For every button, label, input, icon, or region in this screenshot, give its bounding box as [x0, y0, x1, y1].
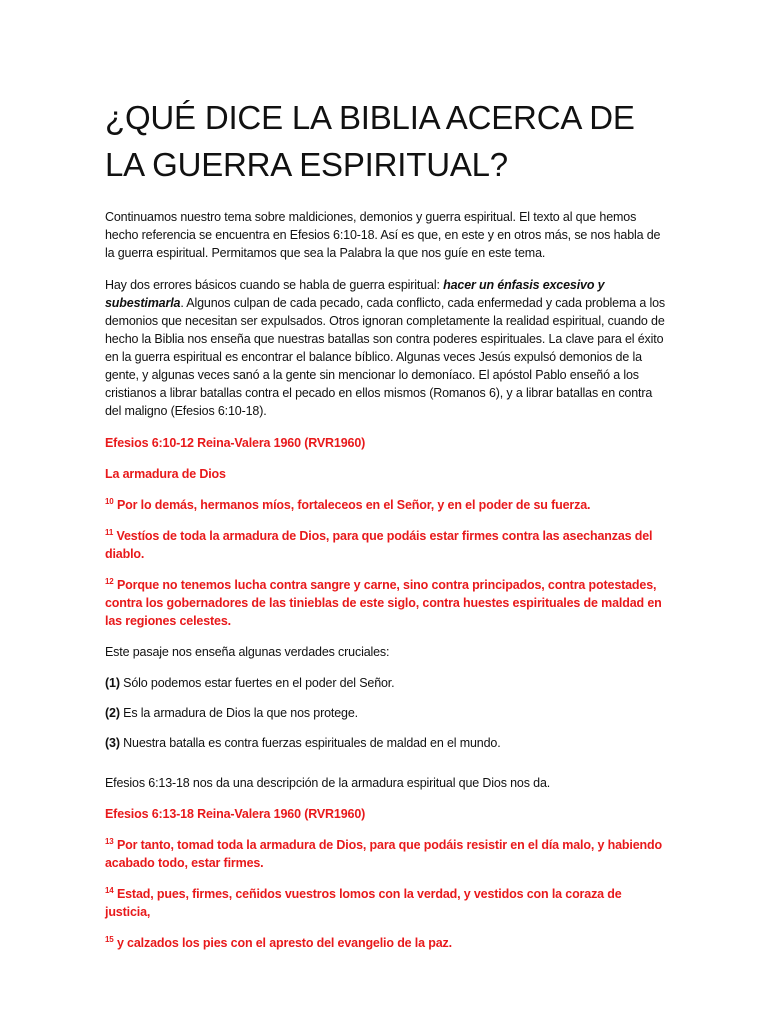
truths-intro: Este pasaje nos enseña algunas verdades cruciales:	[105, 645, 390, 659]
verse-text: Porque no tenemos lucha contra sangre y carne, sino contra principados, contra potestades, contra los gobernadores de las tinieblas de este siglo, contra huestes espirituales de maldad en las regiones celestes.	[105, 578, 662, 628]
truth-number: (1)	[105, 676, 120, 690]
document-title: ¿QUÉ DICE LA BIBLIA ACERCA DE LA GUERRA ESPIRITUAL?	[105, 99, 635, 183]
passage2-intro: Efesios 6:13-18 nos da una descripción de la armadura espiritual que Dios nos da.	[105, 776, 551, 790]
verse-number: 13	[105, 837, 114, 846]
errors-paragraph	[105, 276, 665, 420]
verse-text: y calzados los pies con el apresto del evangelio de la paz.	[116, 936, 452, 950]
verse-number: 11	[105, 528, 114, 537]
verse-number: 14	[105, 886, 114, 895]
passage1-heading: La armadura de Dios	[105, 467, 226, 481]
truth-text: Nuestra batalla es contra fuerzas espirituales de maldad en el mundo.	[119, 736, 501, 750]
verse-text: Por lo demás, hermanos míos, fortaleceos en el Señor, y en el poder de su fuerza.	[116, 498, 591, 512]
document-page	[105, 94, 665, 965]
truth-item-1	[105, 674, 665, 692]
verse-11	[105, 527, 665, 563]
errors-rest: . Algunos culpan de cada pecado, cada conflicto, cada enfermedad y cada problema a los demonios que necesitan ser expulsados. Otros ignoran completamente la realidad espiritual, cuando de hecho la Biblia nos enseña que nuestras batallas son contra poderes espirituales. La clave para el éxito en la guerra espiritual es encontrar el balance bíblico. Algunas veces Jesús expulsó demonios de la gente, y algunas veces sanó a la gente sin mencionar lo demoníaco. El apóstol Pablo enseñó a los cristianos a librar batallas contra el pecado en ellos mismos (Romanos 6), y a librar batallas en contra del maligno (Efesios 6:10-18).	[105, 296, 665, 418]
verse-number: 10	[105, 497, 114, 506]
verse-12	[105, 576, 665, 630]
errors-emphasis: hacer un énfasis excesivo y subestimarla	[105, 278, 605, 310]
truth-text: Sólo podemos estar fuertes en el poder del Señor.	[119, 676, 395, 690]
verse-14	[105, 885, 665, 921]
verse-10	[105, 496, 665, 514]
truth-number: (2)	[105, 706, 120, 720]
passage2-reference: Efesios 6:13-18 Reina-Valera 1960 (RVR1960)	[105, 807, 366, 821]
verse-15	[105, 934, 665, 952]
passage1-reference: Efesios 6:10-12 Reina-Valera 1960 (RVR1960)	[105, 436, 366, 450]
truth-item-2	[105, 704, 665, 722]
errors-lead: Hay dos errores básicos cuando se habla de guerra espiritual:	[105, 278, 444, 292]
truth-number: (3)	[105, 736, 120, 750]
verse-13	[105, 836, 665, 872]
intro-paragraph: Continuamos nuestro tema sobre maldiciones, demonios y guerra espiritual. El texto al que hemos hecho referencia se encuentra en Efesios 6:10-18. Así es que, en este y en otros más, se nos habla de la guerra espiritual. Permitamos que sea la Palabra la que nos guíe en este tema.	[105, 210, 661, 260]
verse-text: Vestíos de toda la armadura de Dios, para que podáis estar firmes contra las asechanzas del diablo.	[105, 529, 653, 561]
truth-item-3	[105, 734, 665, 752]
verse-number: 15	[105, 935, 114, 944]
verse-text: Estad, pues, firmes, ceñidos vuestros lomos con la verdad, y vestidos con la coraza de justicia,	[105, 887, 622, 919]
verse-text: Por tanto, tomad toda la armadura de Dios, para que podáis resistir en el día malo, y habiendo acabado todo, estar firmes.	[105, 838, 662, 870]
truth-text: Es la armadura de Dios la que nos protege.	[119, 706, 358, 720]
verse-number: 12	[105, 577, 114, 586]
